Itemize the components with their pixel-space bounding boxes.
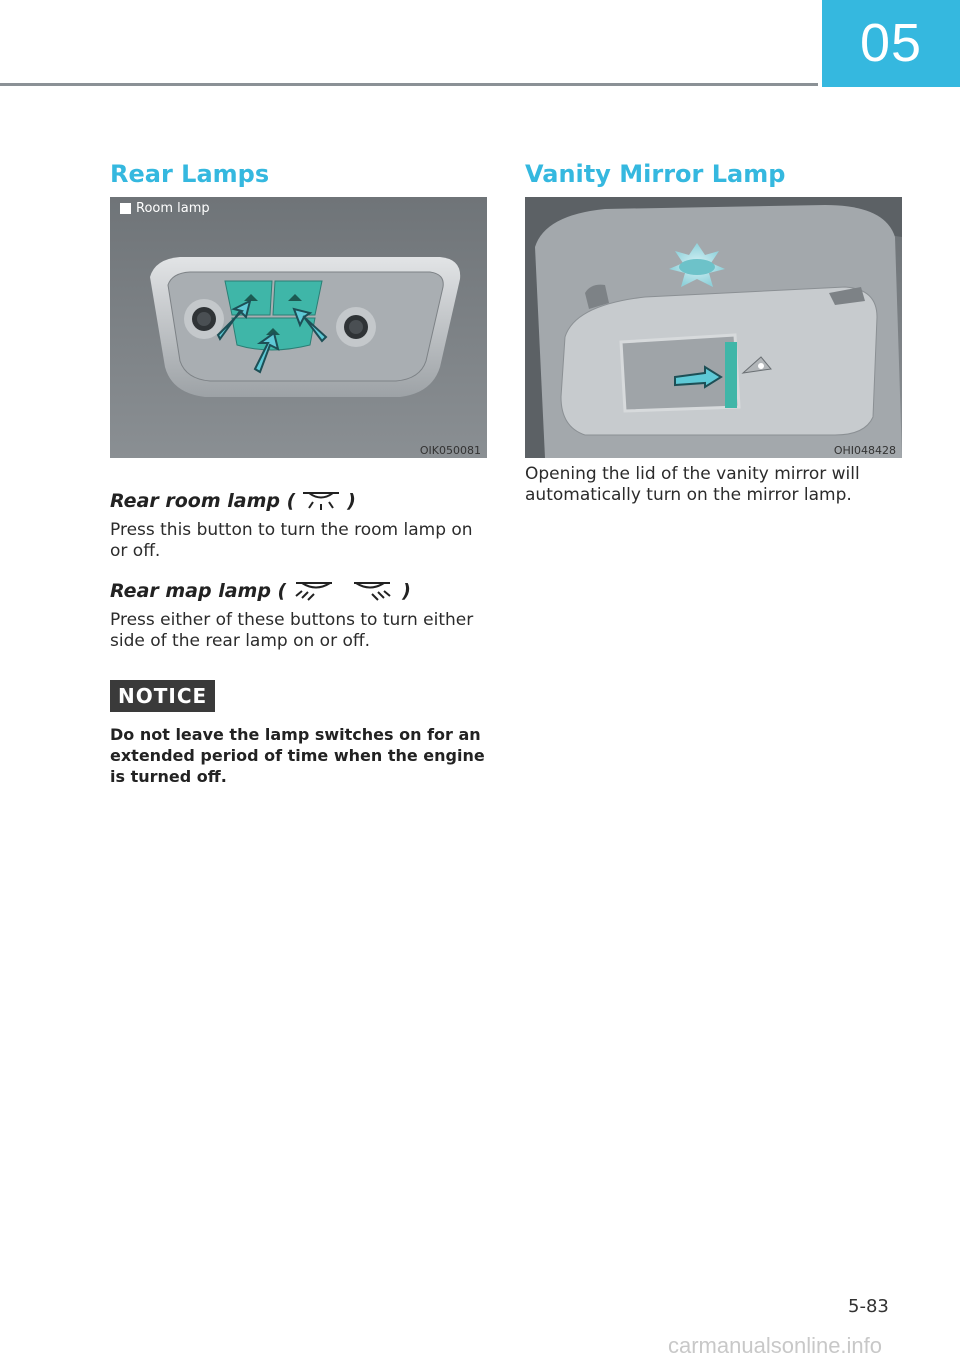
section-title-vanity-mirror: Vanity Mirror Lamp (525, 160, 786, 188)
caption-bullet-icon (120, 203, 131, 214)
vanity-mirror-text: Opening the lid of the vanity mirror will automatically turn on the mirror lamp. (525, 464, 860, 505)
room-lamp-figure (110, 197, 487, 458)
chapter-number: 05 (822, 0, 960, 87)
notice-text: Do not leave the lamp switches on for an extended period of time when the engine is turned off. (110, 725, 485, 786)
figure-code: OIK050081 (419, 444, 481, 457)
figure-caption (120, 201, 210, 216)
watermark: carmanualsonline.info (668, 1333, 883, 1358)
room-lamp-illustration (110, 197, 487, 458)
map-lamp-right-icon (348, 580, 398, 602)
map-lamp-left-icon (290, 580, 340, 602)
rear-map-lamp-text: Press either of these buttons to turn either side of the rear lamp on or off. (110, 610, 474, 651)
section-title-rear-lamps: Rear Lamps (110, 160, 270, 188)
rear-room-lamp-heading: Rear room lamp ( ) (110, 490, 356, 512)
page-number: 5-83 (848, 1296, 889, 1317)
header-rule (0, 83, 818, 86)
rear-map-lamp-heading: Rear map lamp ( ) (110, 580, 411, 602)
room-lamp-icon (299, 490, 343, 512)
figure-code: OHI048428 (833, 444, 896, 457)
vanity-mirror-illustration (525, 197, 902, 458)
notice-badge: NOTICE (110, 680, 215, 712)
rear-room-lamp-text: Press this button to turn the room lamp on or off. (110, 520, 473, 561)
figure-caption-text: Room lamp (136, 201, 210, 216)
vanity-mirror-figure (525, 197, 902, 458)
rear-lamps-section (110, 155, 487, 787)
vanity-mirror-section (525, 155, 902, 506)
